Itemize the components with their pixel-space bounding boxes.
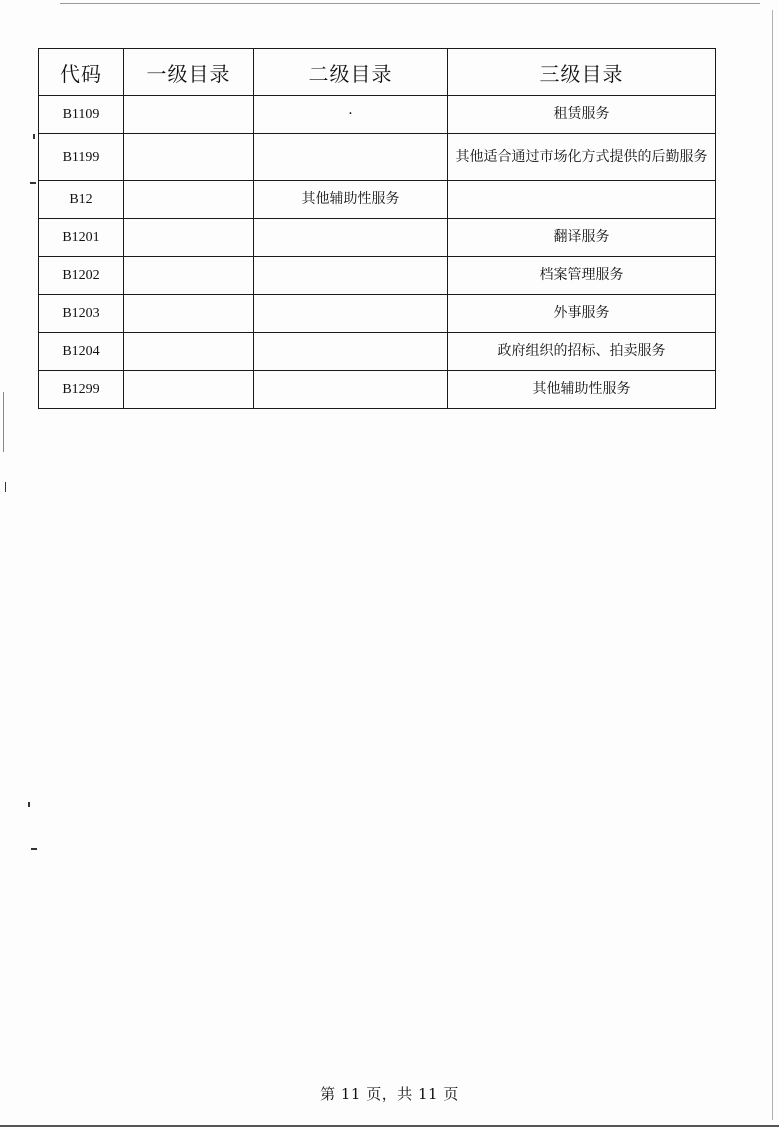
table-row (39, 257, 716, 295)
scan-mark (5, 482, 6, 492)
cell-code: B1202 (39, 257, 124, 295)
cell-level3: 档案管理服务 (448, 257, 716, 295)
cell-code: B1299 (39, 371, 124, 409)
scan-mark (3, 392, 4, 452)
cell-code: B1201 (39, 219, 124, 257)
cell-level1 (124, 134, 254, 181)
cell-level1 (124, 219, 254, 257)
cell-level2: · (254, 96, 448, 134)
cell-level3: 租赁服务 (448, 96, 716, 134)
table-row (39, 96, 716, 134)
table-header-row (39, 49, 716, 96)
header-level3: 三级目录 (448, 49, 716, 96)
scan-mark (33, 134, 35, 139)
cell-code: B1109 (39, 96, 124, 134)
header-code: 代码 (39, 49, 124, 96)
header-level2: 二级目录 (254, 49, 448, 96)
cell-level2 (254, 333, 448, 371)
cell-level1 (124, 371, 254, 409)
cell-level3: 其他辅助性服务 (448, 371, 716, 409)
cell-level2 (254, 295, 448, 333)
scan-mark (30, 182, 36, 184)
cell-level3 (448, 181, 716, 219)
catalog-table (38, 48, 716, 409)
cell-level2 (254, 134, 448, 181)
header-level1: 一级目录 (124, 49, 254, 96)
cell-level1 (124, 333, 254, 371)
cell-code: B12 (39, 181, 124, 219)
cell-level2 (254, 219, 448, 257)
cell-level2 (254, 371, 448, 409)
table-row (39, 295, 716, 333)
scan-edge-right (772, 10, 773, 1120)
cell-code: B1199 (39, 134, 124, 181)
table-row (39, 134, 716, 181)
cell-level1 (124, 295, 254, 333)
cell-level3: 其他适合通过市场化方式提供的后勤服务 (448, 134, 716, 181)
scan-mark (28, 802, 30, 807)
page-footer: 第 11 页，共 11 页 (320, 1085, 459, 1103)
cell-level1 (124, 96, 254, 134)
cell-code: B1204 (39, 333, 124, 371)
scan-edge-top (60, 3, 760, 4)
cell-level2 (254, 257, 448, 295)
table-row (39, 371, 716, 409)
table-row (39, 181, 716, 219)
table-row (39, 333, 716, 371)
cell-level3: 外事服务 (448, 295, 716, 333)
cell-level1 (124, 181, 254, 219)
scan-edge-bottom (0, 1125, 779, 1127)
cell-level3: 政府组织的招标、拍卖服务 (448, 333, 716, 371)
cell-level2: 其他辅助性服务 (254, 181, 448, 219)
cell-level1 (124, 257, 254, 295)
scan-mark (31, 848, 37, 850)
table-row (39, 219, 716, 257)
cell-code: B1203 (39, 295, 124, 333)
cell-level3: 翻译服务 (448, 219, 716, 257)
